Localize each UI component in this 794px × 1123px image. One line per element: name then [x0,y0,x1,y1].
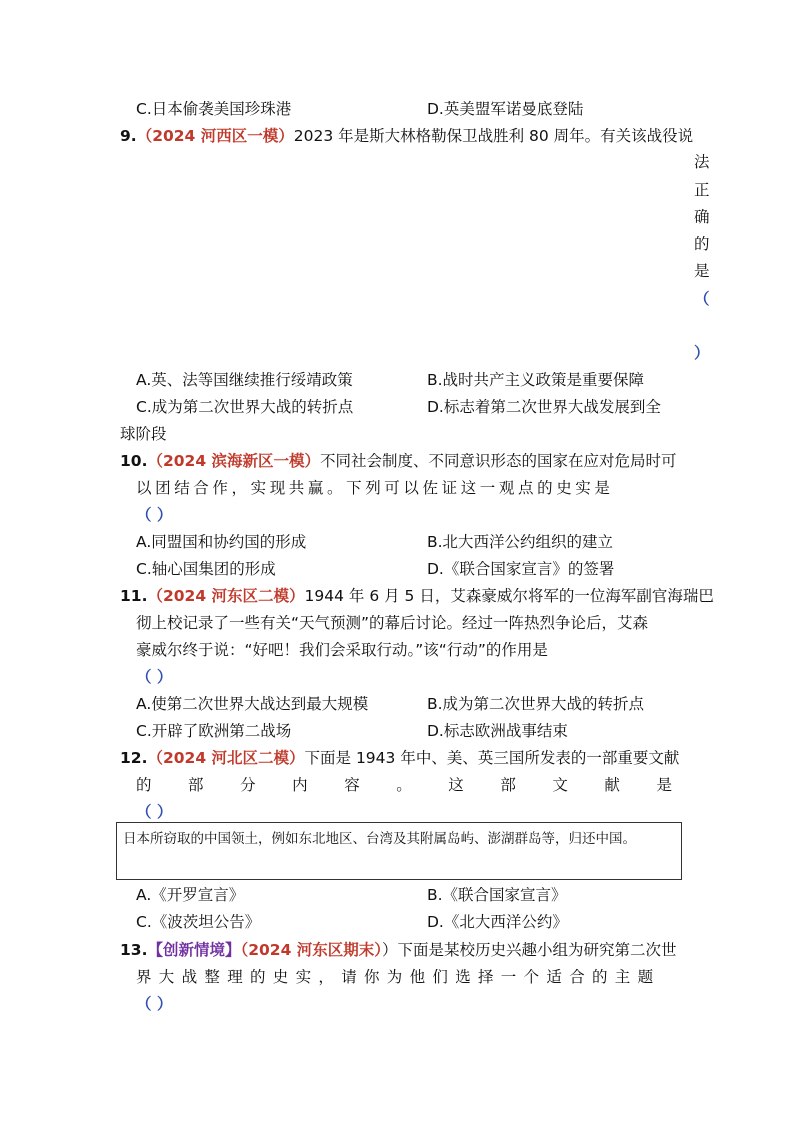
question-13-stem [120,940,677,960]
q10-option-d[interactable]: D.《联合国家宣言》的签署 [427,560,615,578]
q8-option-d[interactable]: D.英美盟军诺曼底登陆 [427,100,584,118]
question-number: 13. [120,941,148,959]
question-12-text-line2 [136,775,672,795]
question-number: 12. [120,749,148,767]
q10-option-a[interactable]: A.同盟国和协约国的形成 [136,533,307,551]
q9-option-c[interactable]: C.成为第二次世界大战的转折点 [136,398,354,416]
question-11-text-line3: 豪威尔终于说：“好吧！我们会采取行动。”该“行动”的作用是 [136,641,548,659]
text-char: 容 [344,776,360,794]
source-excerpt-box: 日本所窃取的中国领土，例如东北地区、台湾及其附属岛屿、澎湖群岛等，归还中国。 [116,822,682,880]
question-source: （2024 河东区期末） [240,941,383,959]
text-char: 。 [396,776,412,794]
text-char: 部 [188,776,204,794]
q11-option-d[interactable]: D.标志欧洲战事结束 [427,722,568,740]
q9-option-a[interactable]: A.英、法等国继续推行绥靖政策 [136,371,353,389]
question-text: 下面是 1943 年中、美、英三国所发表的一部重要文献 [304,749,680,767]
question-text: ）下面是某校历史兴趣小组为研究第二次世 [382,941,677,959]
question-tag: 【创新情境】 [147,941,241,959]
question-11-stem [120,586,714,606]
q9-option-d[interactable]: D.标志着第二次世界大战发展到全 [427,398,661,416]
q8-option-c[interactable]: C.日本偷袭美国珍珠港 [136,100,292,118]
q9-vertical-char: 是 [694,262,710,280]
q9-option-b[interactable]: B.战时共产主义政策是重要保障 [427,371,645,389]
text-char: 献 [604,776,620,794]
text-char: 分 [240,776,256,794]
text-char: 这 [448,776,464,794]
question-number: 9. [120,127,137,145]
question-text: 1944 年 6 月 5 日，艾森豪威尔将军的一位海军副官海瑞巴 [304,587,714,605]
answer-paren[interactable]: （ ） [136,995,173,1013]
text-char: 内 [292,776,308,794]
q12-option-b[interactable]: B.《联合国家宣言》 [427,886,567,904]
question-source: （2024 河西区一模） [136,127,294,145]
text-char: 文 [552,776,568,794]
text-char: 的 [136,776,152,794]
question-12-stem [120,748,679,768]
q9-vertical-char: 正 [694,181,710,199]
question-9-stem [120,126,693,146]
q9-option-d-continued: 球阶段 [120,425,167,443]
answer-paren-open[interactable]: （ [694,290,710,308]
q10-option-c[interactable]: C.轴心国集团的形成 [136,560,276,578]
q10-option-b[interactable]: B.北大西洋公约组织的建立 [427,533,614,551]
q9-vertical-char: 法 [694,153,710,171]
question-10-stem [120,451,677,471]
question-source: （2024 滨海新区一模） [147,452,321,470]
question-number: 11. [120,587,148,605]
q11-option-a[interactable]: A.使第二次世界大战达到最大规模 [136,695,369,713]
question-13-text-line2: 界大战整理的史实，请你为他们选择一个适合的主题 [136,968,661,986]
question-text: 2023 年是斯大林格勒保卫战胜利 80 周年。有关该战役说 [293,127,694,145]
q12-option-d[interactable]: D.《北大西洋公约》 [427,913,568,931]
answer-paren[interactable]: （ ） [136,668,173,686]
question-text: 不同社会制度、不同意识形态的国家在应对危局时可 [320,452,677,470]
q12-option-c[interactable]: C.《波茨坦公告》 [136,913,261,931]
question-number: 10. [120,452,148,470]
q9-vertical-char: 的 [694,235,710,253]
q11-option-b[interactable]: B.成为第二次世界大战的转折点 [427,695,645,713]
question-11-text-line2: 彻上校记录了一些有关“天气预测”的幕后讨论。经过一阵热烈争论后，艾森 [136,614,649,632]
answer-paren-close[interactable]: ） [694,344,710,362]
q9-vertical-char: 确 [694,208,710,226]
text-char: 是 [656,776,672,794]
answer-paren[interactable]: （ ） [136,506,173,524]
q12-option-a[interactable]: A.《开罗宣言》 [136,886,245,904]
answer-paren[interactable]: （ ） [136,803,173,821]
text-char: 部 [500,776,516,794]
question-source: （2024 河东区二模） [147,587,305,605]
question-source: （2024 河北区二模） [147,749,305,767]
q11-option-c[interactable]: C.开辟了欧洲第二战场 [136,722,292,740]
question-10-text-line2: 以团结合作，实现共赢。下列可以佐证这一观点的史实是 [136,479,614,497]
